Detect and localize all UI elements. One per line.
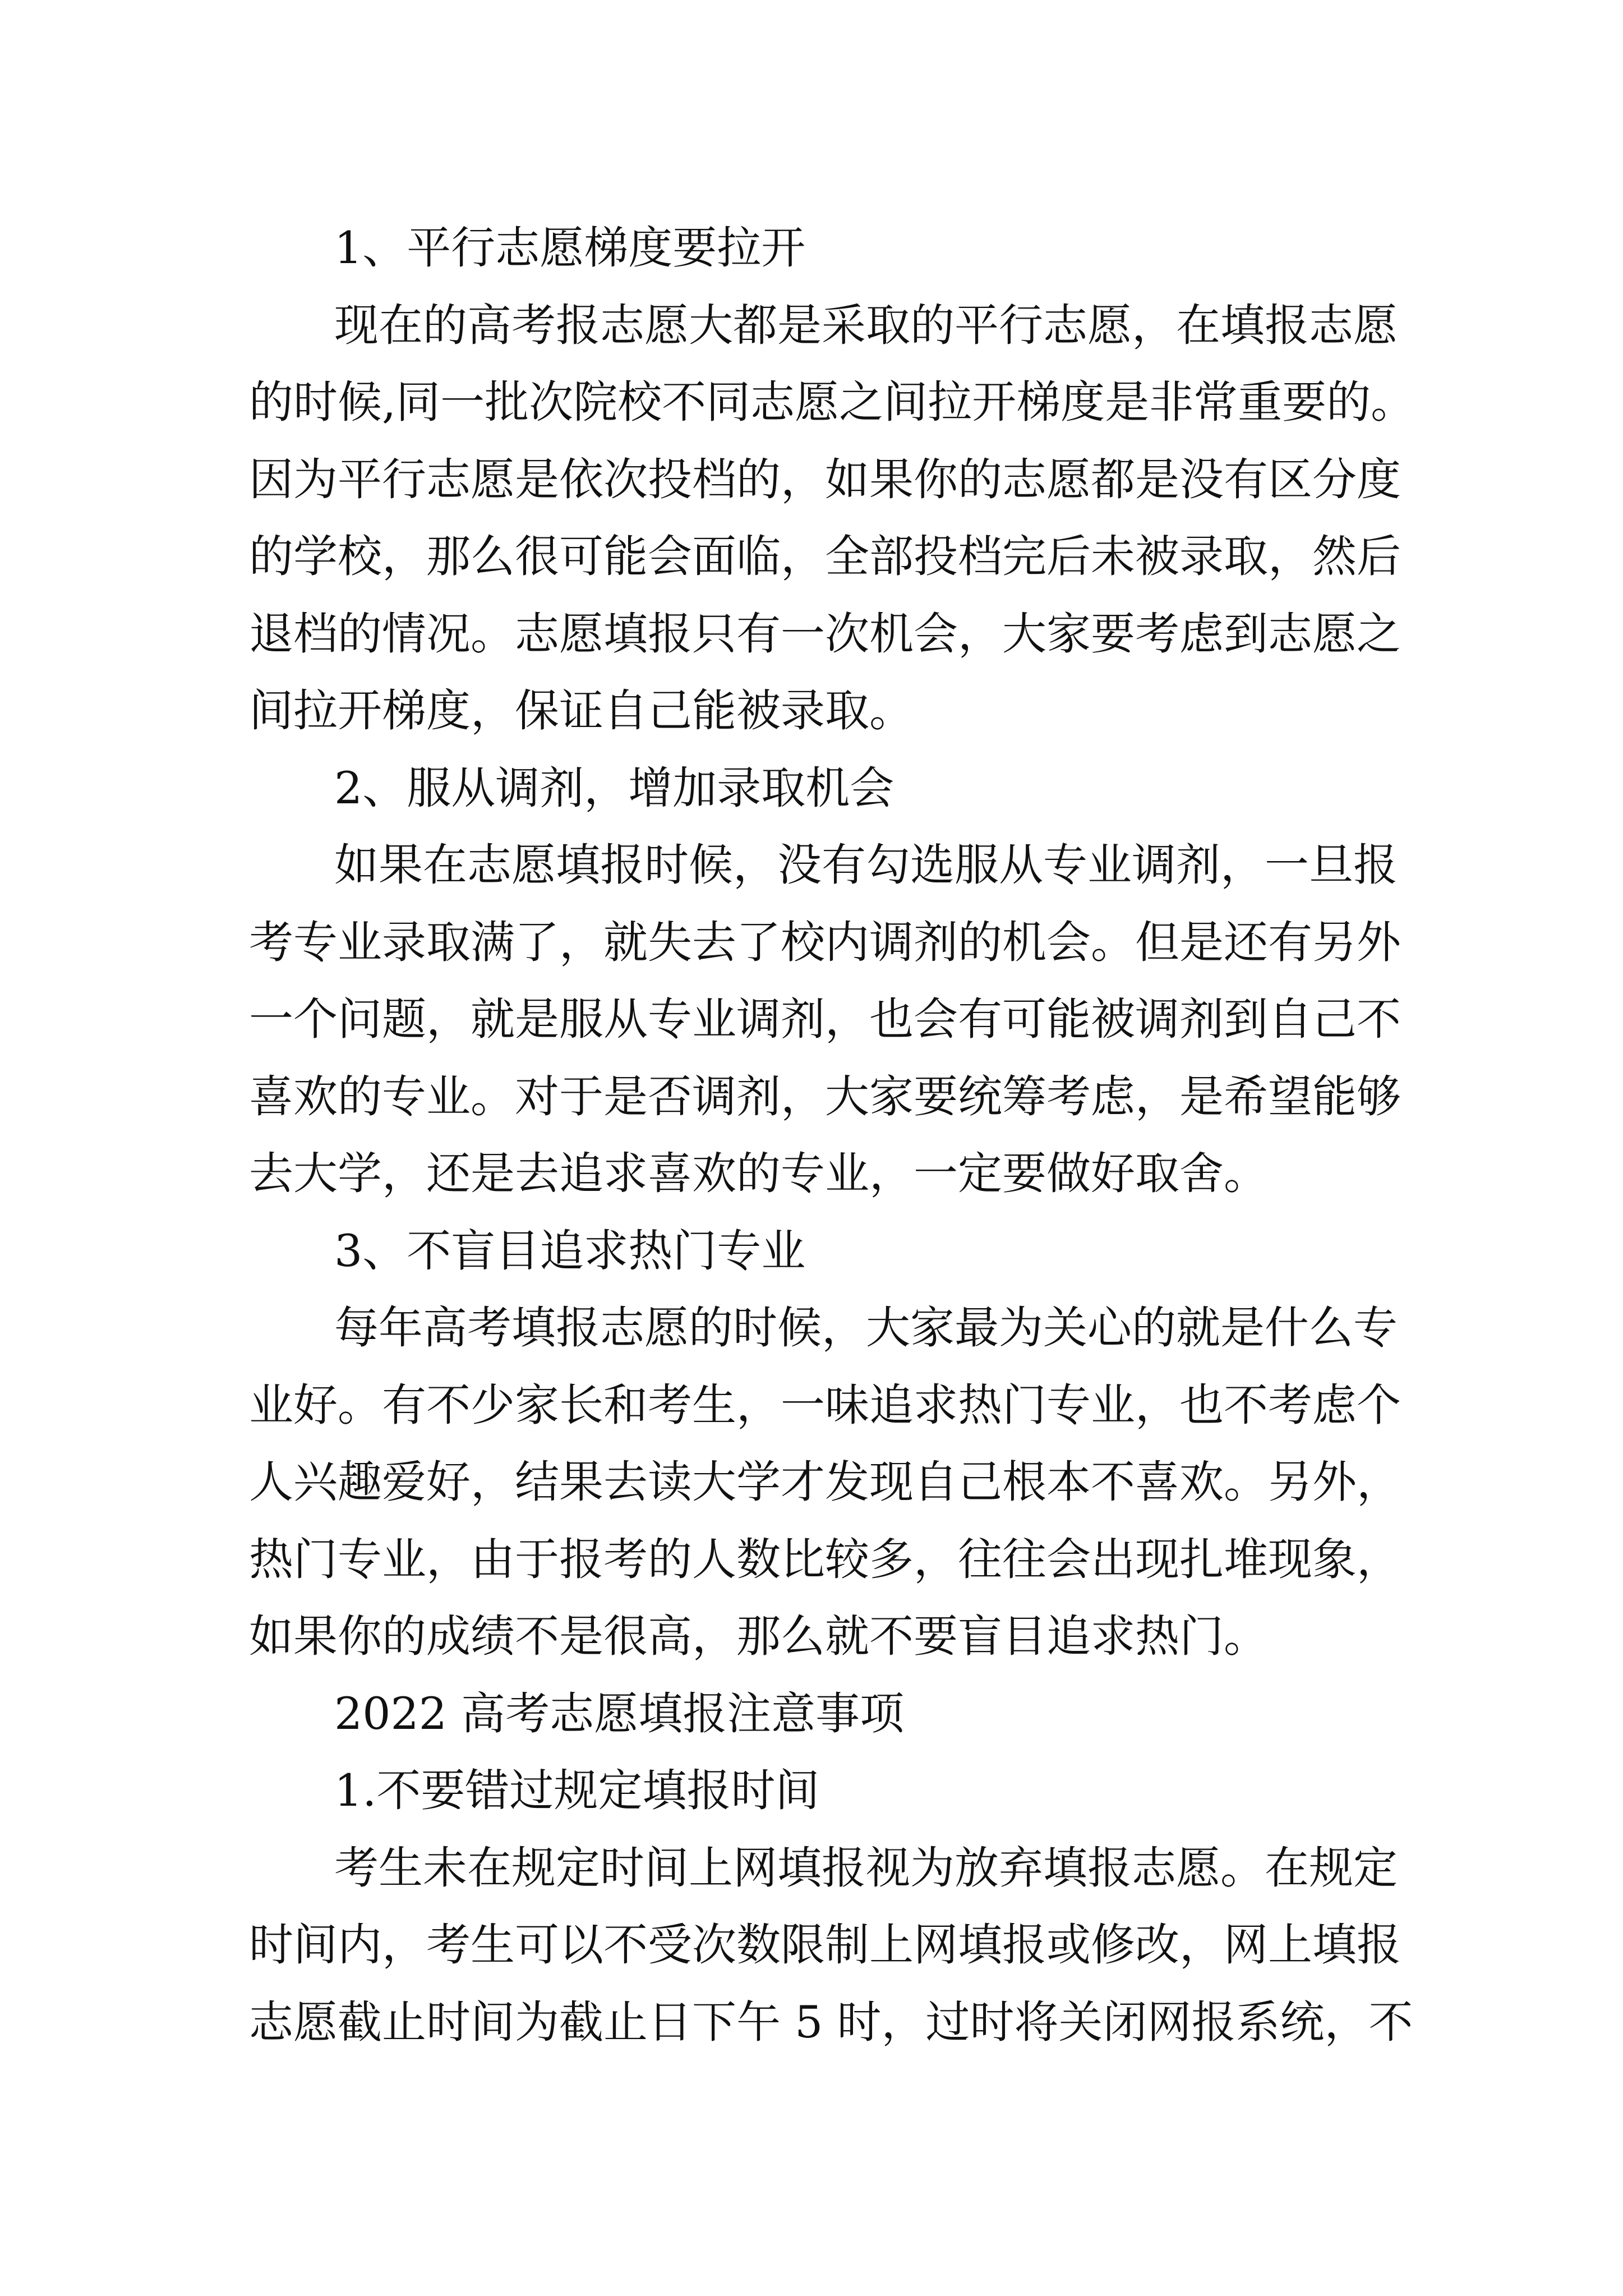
paragraph-line: 的时候,同一批次院校不同志愿之间拉开梯度是非常重要的。 [249, 376, 1415, 428]
paragraph-line: 现在的高考报志愿大都是采取的平行志愿，在填报志愿 [334, 300, 1398, 351]
section-heading-notes: 2022 高考志愿填报注意事项 [334, 1688, 905, 1740]
heading-deadline: 1.不要错过规定填报时间 [334, 1765, 820, 1816]
paragraph-line: 喜欢的专业。对于是否调剂，大家要统筹考虑，是希望能够 [249, 1071, 1401, 1122]
heading-popular-majors: 3、不盲目追求热门专业 [334, 1225, 806, 1277]
paragraph-line: 因为平行志愿是依次投档的，如果你的志愿都是没有区分度 [249, 454, 1401, 505]
paragraph-line: 业好。有不少家长和考生，一味追求热门专业，也不考虑个 [249, 1379, 1401, 1431]
paragraph-line: 一个问题，就是服从专业调剂，也会有可能被调剂到自己不 [249, 993, 1401, 1045]
paragraph-line: 每年高考填报志愿的时候，大家最为关心的就是什么专 [334, 1302, 1398, 1354]
paragraph-line: 考专业录取满了，就失去了校内调剂的机会。但是还有另外 [249, 917, 1401, 968]
paragraph-line: 如果你的成绩不是很高，那么就不要盲目追求热门。 [249, 1611, 1268, 1662]
paragraph-line: 间拉开梯度，保证自己能被录取。 [249, 685, 914, 737]
paragraph-line: 考生未在规定时间上网填报视为放弃填报志愿。在规定 [334, 1842, 1398, 1894]
heading-parallel-gradient: 1、平行志愿梯度要拉开 [334, 222, 806, 274]
paragraph-line: 热门专业，由于报考的人数比较多，往往会出现扎堆现象， [249, 1534, 1401, 1585]
paragraph-line: 的学校，那么很可能会面临，全部投档完后未被录取，然后 [249, 531, 1401, 582]
paragraph-line: 去大学，还是去追求喜欢的专业，一定要做好取舍。 [249, 1148, 1268, 1199]
paragraph-line: 退档的情况。志愿填报只有一次机会，大家要考虑到志愿之 [249, 608, 1401, 660]
paragraph-line: 志愿截止时间为截止日下午 5 时，过时将关闭网报系统，不 [249, 1996, 1413, 2048]
heading-obey-adjustment: 2、服从调剂，增加录取机会 [334, 762, 895, 814]
paragraph-line: 如果在志愿填报时候，没有勾选服从专业调剂，一旦报 [334, 839, 1398, 891]
paragraph-line: 时间内，考生可以不受次数限制上网填报或修改，网上填报 [249, 1919, 1401, 1971]
paragraph-line: 人兴趣爱好，结果去读大学才发现自己根本不喜欢。另外， [249, 1456, 1401, 1508]
